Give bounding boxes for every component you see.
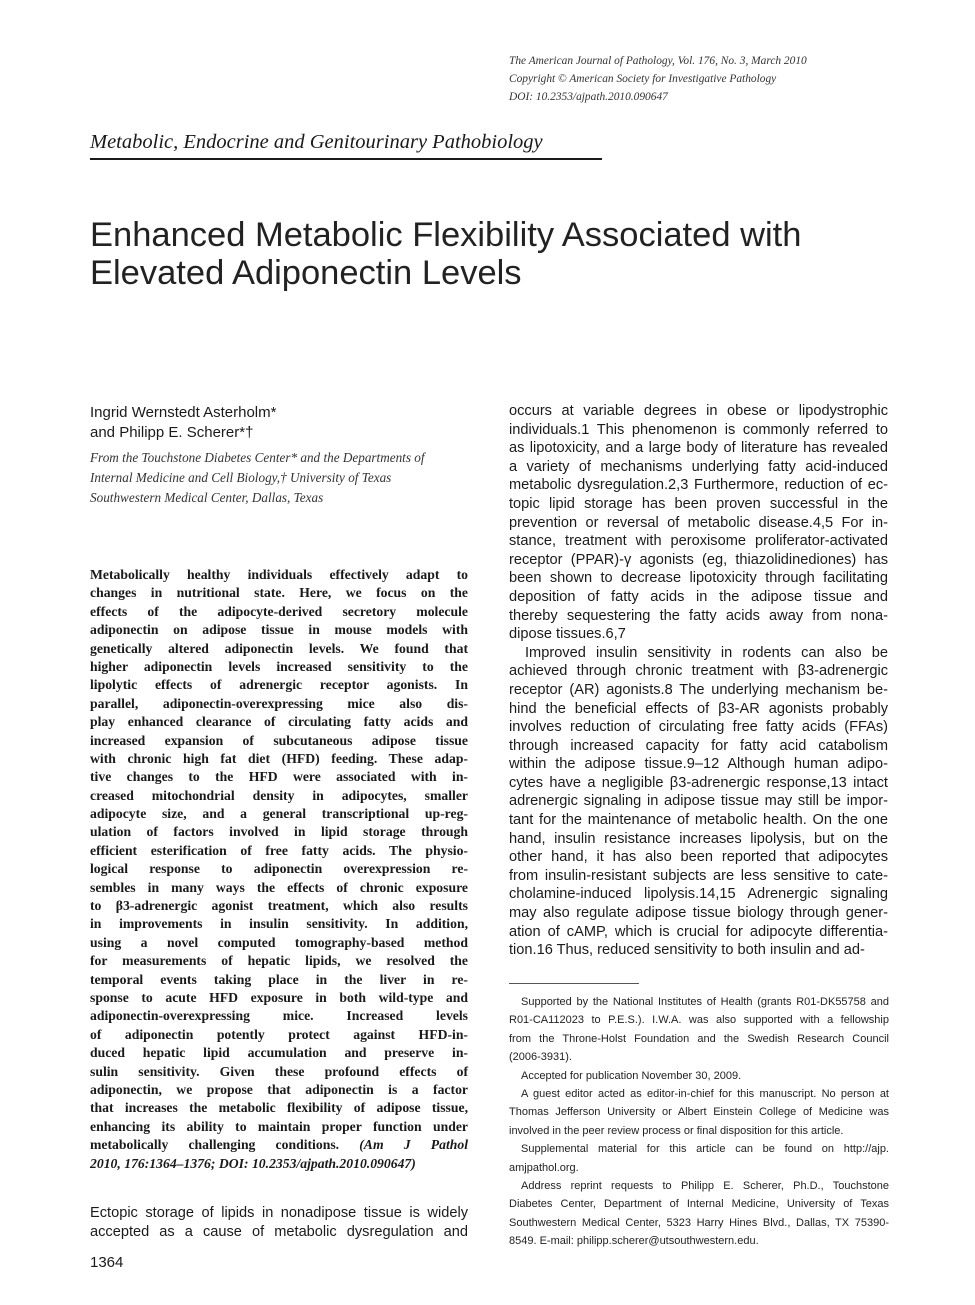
body-line: involves reduction of circulating free fatty acids (FFAs): [509, 719, 888, 736]
title-line: Elevated Adiponectin Levels: [90, 254, 522, 292]
body-line: tant for the maintenance of metabolic health. On the one: [509, 812, 888, 829]
abstract-line: sulin sensitivity. Given these profound effects of: [90, 1063, 468, 1079]
journal-header: [509, 52, 929, 106]
abstract-line: lipolytic effects of adrenergic receptor agonists. In: [90, 677, 468, 693]
abstract-line: adipocyte size, and a general transcriptional up-reg-: [90, 806, 468, 822]
abstract-line: ulation of factors involved in lipid storage through: [90, 824, 468, 840]
abstract-line: sponse to acute HFD exposure in both wild-type and: [90, 989, 468, 1005]
body-line: within the adipose tissue.9–12 Although human adipo-: [509, 756, 888, 773]
affiliation-line: Internal Medicine and Cell Biology,† University of Texas: [90, 469, 392, 485]
body-line: accepted as a cause of metabolic dysregulation and: [90, 1223, 468, 1240]
body-line: stance, treatment with peroxisome proliferator-activated: [509, 533, 888, 550]
body-line: from insulin-resistant subjects are less sensitive to cate-: [509, 867, 888, 884]
abstract-line: adiponectin-overexpressing mice. Increased levels: [90, 1008, 468, 1024]
footnote-line: Southwestern Medical Center, 5323 Harry Hines Blvd., Dallas, TX 75390-: [509, 1216, 889, 1229]
affiliation-line: Southwestern Medical Center, Dallas, Texas: [90, 489, 324, 505]
body-line: dipose tissues.6,7: [509, 626, 626, 643]
article-title: [90, 216, 850, 292]
body-line: through increased capacity for fatty acid catabolism: [509, 737, 888, 754]
affiliation-line: From the Touchstone Diabetes Center* and the Departments of: [90, 450, 425, 465]
body-line: may also regulate adipose tissue biology through gener-: [509, 905, 888, 922]
body-line: hind the beneficial effects of β3-AR agonists probably: [509, 700, 888, 717]
body-line: adrenergic signaling in adipose tissue may still be impor-: [509, 793, 888, 810]
abstract-line: creased mitochondrial density in adipocytes, smaller: [90, 787, 468, 803]
journal-citation: The American Journal of Pathology, Vol. 176, No. 3, March 2010: [509, 55, 807, 67]
abstract-line: play enhanced clearance of circulating fatty acids and: [90, 714, 468, 730]
body-line: ation of cAMP, which is crucial for adipocyte differentia-: [509, 923, 888, 940]
footnote-line: Address reprint requests to Philipp E. Scherer, Ph.D., Touchstone: [521, 1179, 889, 1192]
abstract-line: adiponectin on adipose tissue in mouse models with: [90, 622, 468, 638]
page-number: 1364: [90, 1254, 124, 1271]
authors: [90, 403, 470, 442]
abstract-line: temporal events taking place in the liver in re-: [90, 971, 468, 987]
body-line: prevention or reversal of metabolic disease.4,5 For in-: [509, 514, 888, 531]
section-rule: [90, 158, 602, 160]
abstract-line: enhancing its ability to maintain proper function under: [90, 1118, 468, 1134]
abstract-line: that increases the metabolic flexibility of adipose tissue,: [90, 1100, 468, 1116]
body-line: Ectopic storage of lipids in nonadipose tissue is widely: [90, 1205, 468, 1221]
abstract-line: using a novel computed tomography-based method: [90, 934, 468, 950]
body-line: receptor (PPAR)-γ agonists (eg, thiazolidinediones) has: [509, 551, 888, 568]
abstract-line: efficient esterification of free fatty acids. The physio-: [90, 842, 468, 858]
abstract-line: sembles in many ways the effects of chronic exposure: [90, 879, 468, 895]
abstract-line: duced hepatic lipid accumulation and preserve in-: [90, 1045, 468, 1061]
journal-copyright: Copyright © American Society for Investigative Pathology: [509, 73, 777, 85]
abstract-line: in improvements in insulin sensitivity. In addition,: [90, 916, 468, 932]
body-left-column: [90, 1204, 468, 1241]
footnote-line: Supplemental material for this article can be found on http://ajp.: [521, 1143, 889, 1156]
abstract-line: effects of the adipocyte-derived secretory molecule: [90, 603, 468, 619]
body-line: cytes have a negligible β3-adrenergic response,13 intact: [509, 774, 888, 791]
footnote-line: R01-CA112023 to P.E.S.). I.W.A. was also supported with a fellowship: [509, 1014, 889, 1027]
author-line: and Philipp E. Scherer*†: [90, 423, 254, 441]
footnote-line: (2006-3931).: [509, 1051, 572, 1064]
body-line: occurs at variable degrees in obese or lipodystrophic: [509, 403, 888, 419]
abstract-line: to β3-adrenergic agonist treatment, which also results: [90, 898, 468, 914]
body-line: tion.16 Thus, reduced sensitivity to both insulin and ad-: [509, 942, 865, 959]
body-line: achieved through chronic treatment with β3-adrenergic: [509, 663, 888, 680]
body-line: hand, insulin resistance increases lipolysis, but on the: [509, 830, 888, 847]
abstract-line: genetically altered adiponectin levels. We found that: [90, 640, 468, 656]
footnote-line: Supported by the National Institutes of Health (grants R01-DK55758 and: [521, 996, 889, 1008]
body-right-column: [509, 402, 888, 960]
abstract: [90, 566, 468, 1173]
abstract-line: higher adiponectin levels increased sensitivity to the: [90, 658, 468, 674]
abstract-line: increased expansion of subcutaneous adipose tissue: [90, 732, 468, 748]
body-line: thereby sequestering the fatty acids away from nona-: [509, 607, 888, 624]
body-line: Improved insulin sensitivity in rodents can also be: [525, 644, 888, 661]
abstract-line: of adiponectin potently protect against HFD-in-: [90, 1026, 468, 1042]
footnote-line: involved in the peer review process or final disposition for this article.: [509, 1124, 844, 1137]
abstract-line: logical response to adiponectin overexpression re-: [90, 861, 468, 877]
affiliation: [90, 448, 470, 507]
body-line: individuals.1 This phenomenon is commonly referred to: [509, 421, 888, 438]
footnote-line: Thomas Jefferson University or Albert Einstein College of Medicine was: [509, 1106, 889, 1119]
abstract-line-with-citation: [90, 1136, 468, 1154]
abstract-citation-2: 2010, 176:1364–1376; DOI: 10.2353/ajpath.2010.090647): [90, 1155, 416, 1171]
body-line: been shown to decrease lipotoxicity through facilitating: [509, 570, 888, 587]
body-line: metabolic dysregulation.2,3 Furthermore, reduction of ec-: [509, 477, 888, 494]
abstract-citation-1: (Am J Pathol: [359, 1137, 469, 1153]
body-line: a variety of mechanisms underlying fatty acid-induced: [509, 458, 888, 475]
footnote-line: amjpathol.org.: [509, 1161, 579, 1174]
abstract-line: for measurements of hepatic lipids, we resolved the: [90, 953, 468, 969]
body-line: as lipotoxicity, and a large body of literature has revealed: [509, 440, 888, 457]
abstract-line: with chronic high fat diet (HFD) feeding. These adap-: [90, 750, 468, 766]
abstract-line: tive changes to the HFD were associated with in-: [90, 769, 468, 785]
footnote-line: from the Throne-Holst Foundation and the Swedish Research Council: [509, 1032, 889, 1045]
title-line: Enhanced Metabolic Flexibility Associated with: [90, 216, 802, 254]
journal-doi: DOI: 10.2353/ajpath.2010.090647: [509, 91, 668, 103]
abstract-line: Metabolically healthy individuals effectively adapt to: [90, 567, 468, 582]
footnote-line: Diabetes Center, Department of Internal Medicine, University of Texas: [509, 1198, 889, 1211]
abstract-line: parallel, adiponectin-overexpressing mice also dis-: [90, 695, 468, 711]
body-line: cholamine-induced lipolysis.14,15 Adrenergic signaling: [509, 886, 888, 903]
section-title: Metabolic, Endocrine and Genitourinary Pathobiology: [90, 131, 543, 153]
footnote-line: 8549. E-mail: philipp.scherer@utsouthwestern.edu.: [509, 1235, 759, 1248]
body-line: other hand, it has also been reported that adipocytes: [509, 849, 888, 866]
body-line: topic lipid storage has been proven successful in the: [509, 495, 888, 512]
footnote-line: A guest editor acted as editor-in-chief for this manuscript. No person at: [521, 1087, 889, 1100]
abstract-last-sentence: metabolically challenging conditions.: [90, 1137, 340, 1153]
abstract-line: changes in nutritional state. Here, we focus on the: [90, 585, 468, 601]
abstract-line: adiponectin, we propose that adiponectin is a factor: [90, 1081, 468, 1097]
author-line: Ingrid Wernstedt Asterholm*: [90, 404, 277, 421]
body-line: deposition of fatty acids in the adipose tissue and: [509, 588, 888, 605]
body-line: receptor (AR) agonists.8 The underlying mechanism be-: [509, 681, 888, 698]
footnote-line: Accepted for publication November 30, 2009.: [521, 1069, 742, 1082]
footnotes: [509, 993, 889, 1250]
footnote-rule: [509, 983, 639, 984]
